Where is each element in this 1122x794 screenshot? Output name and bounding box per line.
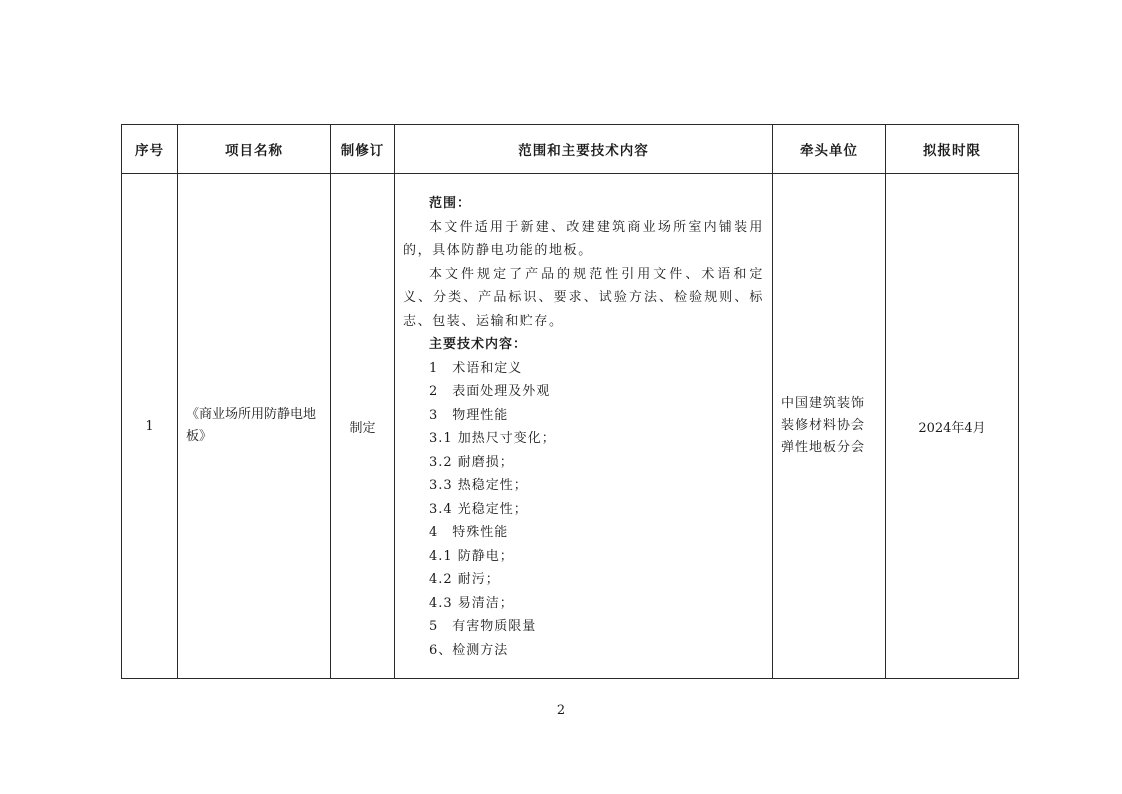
page-number: 2	[556, 703, 566, 718]
list-item: 3.1 加热尺寸变化；	[429, 431, 556, 446]
scope-label: 范围：	[429, 196, 472, 211]
header-project-name: 项目名称	[178, 125, 331, 174]
content-label: 主要技术内容：	[429, 337, 528, 352]
cell-lead-unit: 中国建筑装饰装修材料协会弹性地板分会	[773, 174, 886, 679]
list-item: 5 有害物质限量	[429, 619, 537, 634]
table-row	[122, 174, 1019, 679]
list-item: 4 特殊性能	[429, 525, 509, 540]
list-item: 3.3 热稳定性；	[429, 478, 528, 493]
list-item: 4.1 防静电；	[429, 548, 514, 564]
list-item: 6、检测方法	[429, 642, 509, 658]
content-list	[403, 357, 764, 663]
header-lead-unit: 牵头单位	[773, 125, 886, 174]
cell-revision-type: 制定	[331, 174, 395, 679]
scope-paragraph: 本文件适用于新建、改建建筑商业场所室内铺装用的，具体防静电功能的地板。	[403, 219, 764, 258]
header-seq: 序号	[122, 125, 178, 174]
list-item: 1 术语和定义	[429, 360, 523, 376]
list-item: 4.3 易清洁；	[429, 595, 514, 611]
cell-seq: 1	[122, 174, 178, 679]
list-item: 4.2 耐污；	[429, 572, 500, 587]
standards-table	[121, 124, 1019, 679]
header-deadline: 拟报时限	[886, 125, 1019, 174]
header-scope-content: 范围和主要技术内容	[395, 125, 773, 174]
cell-deadline: 2024年4月	[886, 174, 1019, 679]
list-item: 2 表面处理及外观	[429, 384, 551, 399]
cell-scope-content	[395, 174, 773, 679]
header-row	[122, 125, 1019, 174]
scope-paragraph: 本文件规定了产品的规范性引用文件、术语和定义、分类、产品标识、要求、试验方法、检验规则、标志、包装、运输和贮存。	[403, 266, 764, 329]
scope-block	[403, 192, 764, 662]
cell-project-name: 《商业场所用防静电地板》	[178, 174, 331, 679]
list-item: 3 物理性能	[429, 407, 509, 423]
header-revision-type: 制修订	[331, 125, 395, 174]
list-item: 3.2 耐磨损；	[429, 454, 514, 470]
list-item: 3.4 光稳定性；	[429, 501, 528, 517]
